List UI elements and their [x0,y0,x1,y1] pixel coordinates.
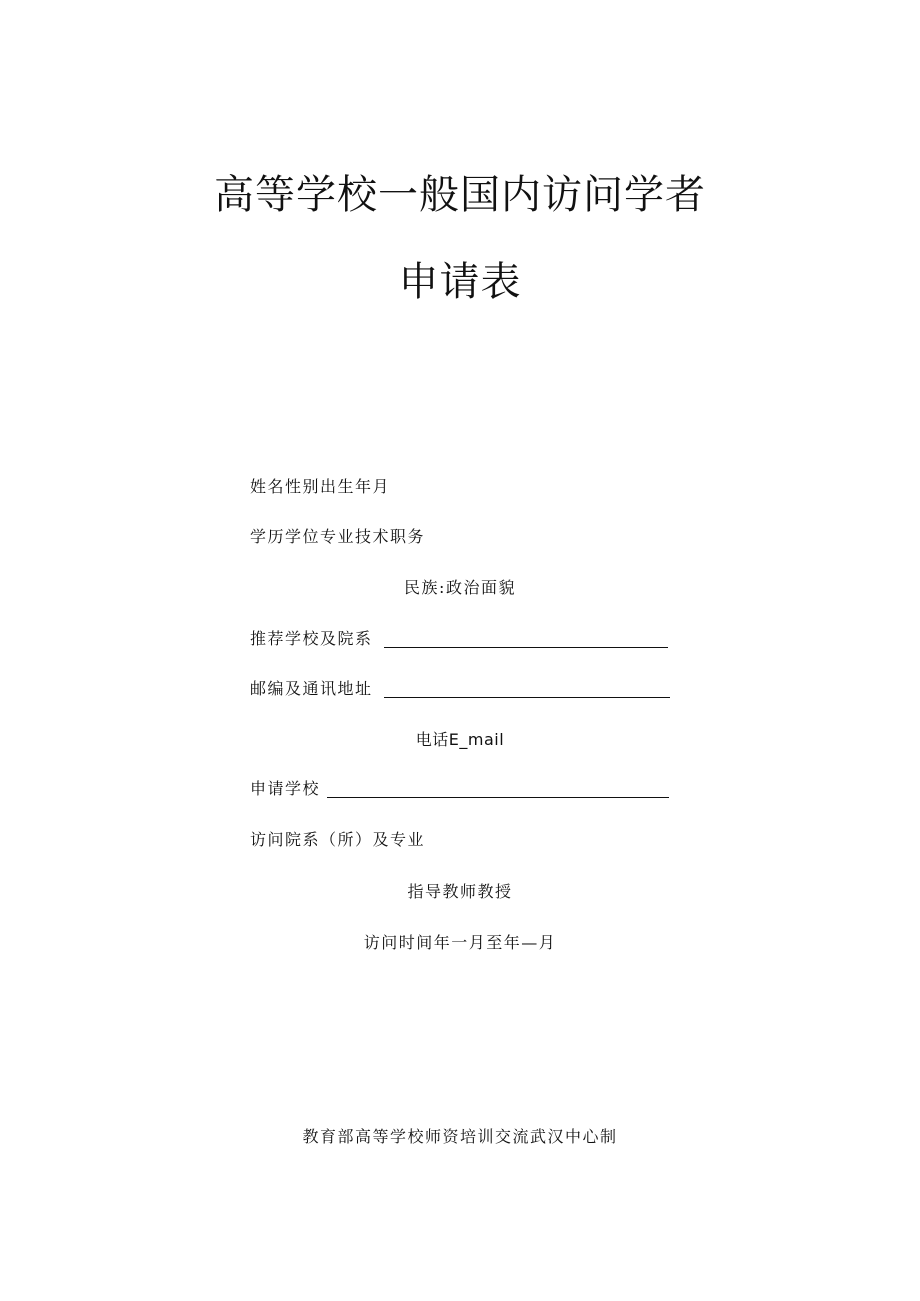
field-visit-period: 访问时间年一月至年—月 [363,933,557,952]
field-visiting-department: 访问院系（所）及专业 [250,830,426,849]
field-ethnicity-politics: 民族:政治面貌 [404,578,516,597]
form-title-line-2: 申请表 [398,259,522,305]
form-title-line-1: 高等学校一般国内访问学者 [214,172,706,218]
field-applied-school: 申请学校 [250,779,321,798]
field-supervisor: 指导教师教授 [407,882,513,901]
field-name-gender-birth: 姓名性别出生年月 [250,477,391,496]
field-phone-email: 电话E_mail [415,730,505,749]
field-education-degree-title: 学历学位专业技术职务 [250,527,426,546]
issuer-footer: 教育部高等学校师资培训交流武汉中心制 [302,1127,618,1146]
field-postcode-address: 邮编及通讯地址 [250,679,373,698]
field-recommending-school: 推荐学校及院系 [250,629,373,648]
applied-school-blank-line[interactable] [327,797,669,798]
recommending-school-blank-line[interactable] [384,647,668,648]
postcode-address-blank-line[interactable] [384,697,670,698]
